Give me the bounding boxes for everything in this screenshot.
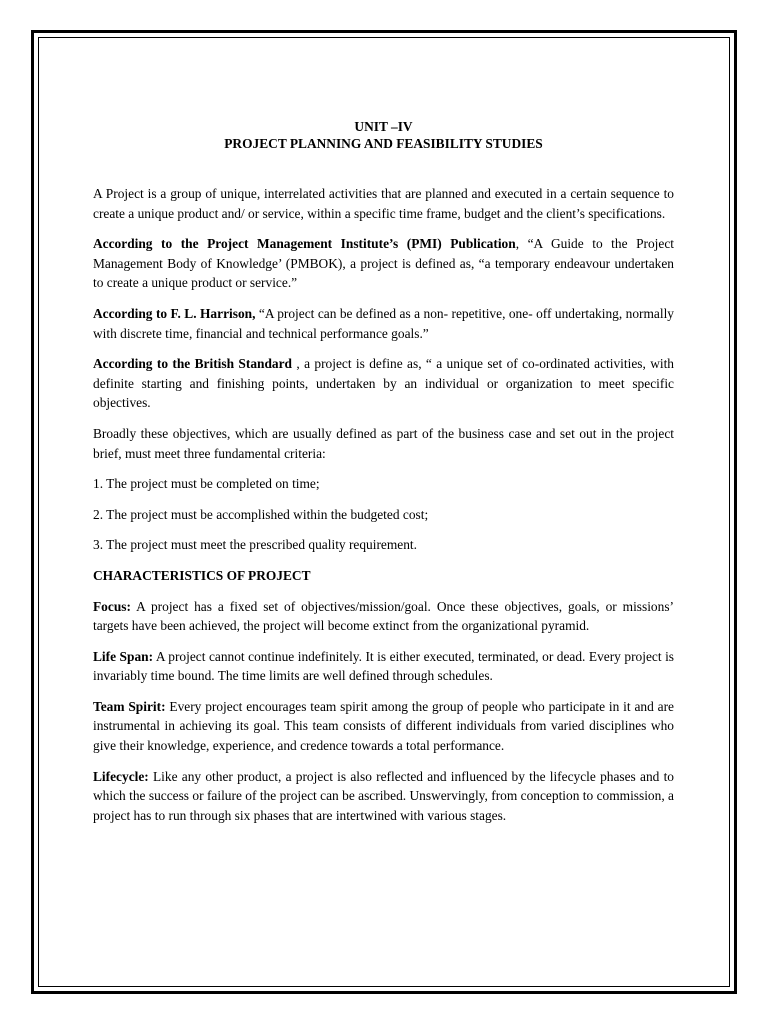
characteristic-term: Lifecycle: [93,768,149,784]
criteria-item: 3. The project must meet the prescribed quality requirement. [93,537,417,553]
definition-text: , “A Guide to the Project Management Body of Knowledge’ (PMBOK), a project is defined as, “a temporary endeavour undertaken to create a unique product or service.” [93,236,674,291]
characteristic-term: Life Span: [93,648,154,664]
characteristic-term: Focus: [93,598,131,614]
definition-lead: According to F. L. Harrison, [93,305,256,321]
criteria-item: 1. The project must be completed on time; [93,476,320,492]
characteristic-text: A project has a fixed set of objectives/mission/goal. Once these objectives, goals, or missions’ targets have been achieved, the project will become extinct from the organizational pyramid. [93,598,674,634]
characteristic-term: Team Spirit: [93,698,166,714]
characteristic-text: A project cannot continue indefinitely. It is either executed, terminated, or dead. Every project is invariably time bound. The time limits are well defined through schedules. [93,648,674,684]
criteria-item: 2. The project must be accomplished within the budgeted cost; [93,506,429,522]
criteria-intro-paragraph: Broadly these objectives, which are usually defined as part of the business case and set out in the project brief, must meet three fundamental criteria: [93,425,674,461]
characteristic-text: Like any other product, a project is also reflected and influenced by the lifecycle phases and to which the success or failure of the project can be ascribed. Unswervingly, from conception to commission, a project has to run through six phases that are intertwined with various stages. [93,768,674,823]
document-heading [93,118,674,152]
definition-text: “A project can be defined as a non- repetitive, one- off undertaking, normally with discrete time, financial and technical performance goals.” [93,305,675,341]
characteristic-paragraph [93,767,674,826]
section-heading: CHARACTERISTICS OF PROJECT [93,567,311,583]
characteristic-paragraph [93,697,674,756]
definition-paragraph [93,354,674,413]
definition-paragraph [93,234,674,293]
intro-paragraph: A Project is a group of unique, interrelated activities that are planned and executed in a certain sequence to create a unique product and/ or service, within a specific time frame, budget and the client’s specifications. [93,186,674,221]
unit-label: UNIT –IV [354,119,413,134]
characteristic-text: Every project encourages team spirit among the group of people who participate in it and are instrumental in achieving its goal. This team consists of different individuals from varied disciplines who give their knowledge, experience, and credence towards a total performance. [93,698,674,754]
document-page [93,118,674,825]
definition-text: , a project is define as, “ a unique set of co-ordinated activities, with definite starting and finishing points, undertaken by an individual or organization to meet specific objectives. [93,356,675,411]
characteristic-paragraph [93,647,674,686]
page-title: PROJECT PLANNING AND FEASIBILITY STUDIES [224,136,543,151]
definition-paragraph [93,304,674,343]
characteristic-paragraph [93,597,674,636]
definition-lead: According to the British Standard [93,356,292,372]
definition-lead: According to the Project Management Institute’s (PMI) Publication [93,236,516,252]
